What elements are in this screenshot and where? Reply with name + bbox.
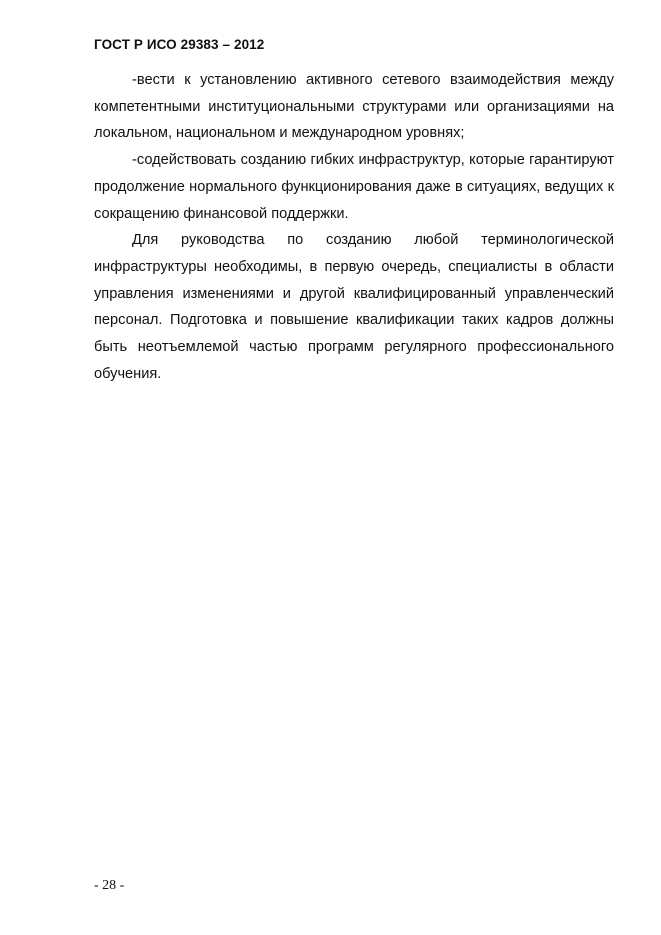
document-header: ГОСТ Р ИСО 29383 – 2012 — [94, 37, 265, 52]
document-body — [94, 67, 614, 387]
page-number: - 28 - — [94, 878, 125, 893]
paragraph-personnel: Для руководства по созданию любой терминологической инфраструктуры необходимы, в первую очередь, специалисты в области управления изменениями и другой квалифицированный управленческий персонал. Подготовка и повышение квалификации таких кадров должны быть неотъемлемой частью программ регулярного профессионального обучения. — [94, 232, 614, 382]
bullet-paragraph-network: -вести к установлению активного сетевого взаимодействия между компетентными институциональными структурами или организациями на локальном, национальном и международном уровнях; — [94, 72, 614, 142]
bullet-paragraph-infrastructure: -содействовать созданию гибких инфраструктур, которые гарантируют продолжение нормального функционирования даже в ситуациях, ведущих к сокращению финансовой поддержки. — [94, 152, 614, 222]
